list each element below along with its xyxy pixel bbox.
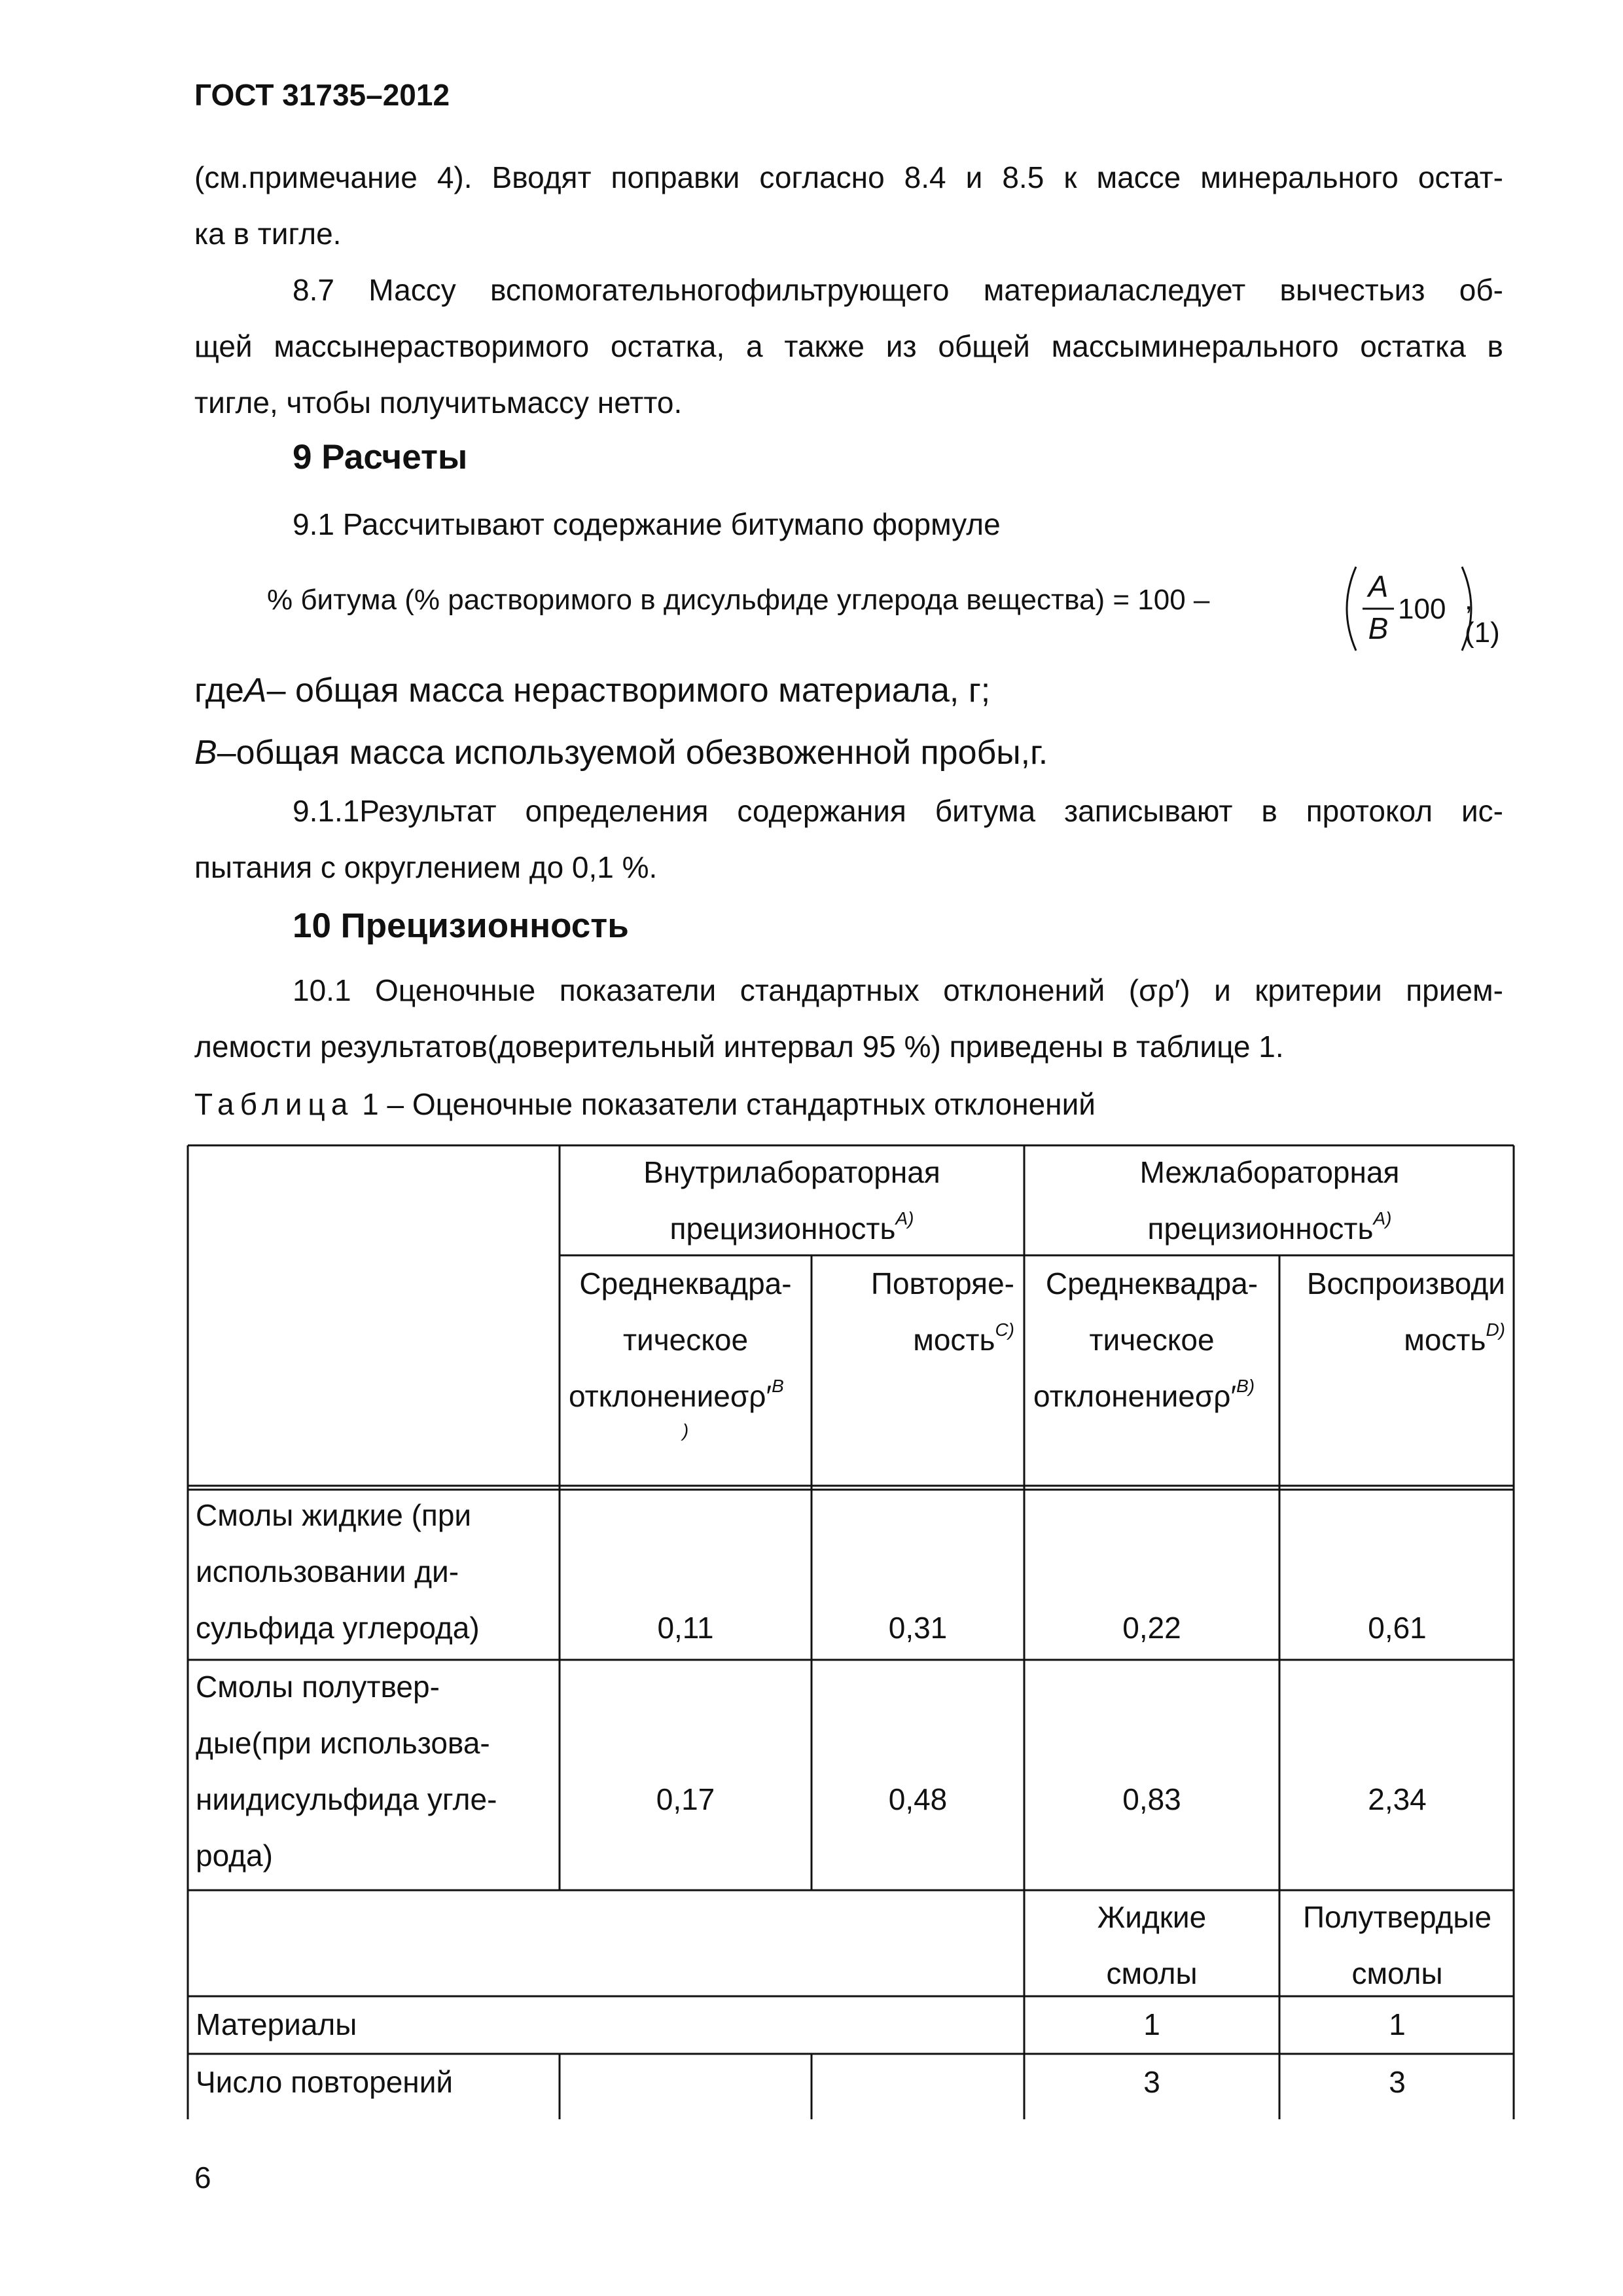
subheader-std-dev-intralab: Среднеквадра- тическое отклонениеσρ′$^B$ ) — [569, 1266, 792, 1441]
precision-table — [187, 1144, 1515, 2119]
paragraph-line: ка в тигле. — [194, 217, 342, 251]
where-a: гдеA– общая масса нерастворимого материала, г; — [194, 672, 991, 709]
row-label-liquid-resins: Смолы жидкие (при использовании ди- сульфида углерода) — [196, 1498, 480, 1645]
table-cell: 0,22 — [1122, 1611, 1181, 1645]
paragraph-8-7-line: тигле, чтобы получитьмассу нетто. — [194, 386, 683, 420]
paragraph-9-1-1-line: пытания с округлением до 0,1 %. — [194, 850, 658, 884]
paragraph-10-1-line: 10.1 Оценочные показатели стандартных отклонений (σρ′) и критерии прием- — [293, 973, 1503, 1007]
group-header-intralab: Внутрилабораторная прецизионность$^{A)}$ — [643, 1155, 940, 1246]
subheader-reproducibility: Воспроизводи мость$^{D)}$ — [1306, 1266, 1505, 1357]
table-cell: 0,48 — [888, 1782, 948, 1816]
table-cell: 2,34 — [1368, 1782, 1427, 1816]
group-header-interlab: Межлабораторная прецизионность$^{A)}$ — [1139, 1155, 1400, 1246]
formula-text: % битума (% растворимого в дисульфиде углерода вещества) = 100 – — [267, 584, 1210, 616]
table-cell: 0,61 — [1368, 1611, 1427, 1645]
header-semisolid-resins: Полутвердые смолы — [1302, 1900, 1492, 1990]
formula-multiplier: 100 — [1398, 593, 1446, 625]
table-cell: 1 — [1389, 2007, 1406, 2041]
formula-1 — [267, 556, 1510, 661]
table-cell: 1 — [1143, 2007, 1160, 2041]
subheader-repeatability: Повторяе- мость$^{C)}$ — [870, 1266, 1014, 1357]
row-label-repeats: Число повторений — [196, 2065, 454, 2099]
table-caption: Таблица 1 – Оценочные показатели стандартных отклонений — [194, 1087, 1096, 1121]
paragraph-8-7-line: щей массынерастворимого остатка, а также из общей массыминерального остатка в — [194, 329, 1503, 363]
section-heading-10: 10 Прецизионность — [293, 906, 629, 945]
where-b: B–общая масса используемой обезвоженной пробы,г. — [194, 734, 1048, 772]
document-header: ГОСТ 31735–2012 — [194, 78, 450, 112]
table-cell: 3 — [1389, 2065, 1406, 2099]
page-number: 6 — [194, 2161, 211, 2195]
paragraph-8-7-line: 8.7 Массу вспомогательногофильтрующего материаласледует вычестьиз об- — [293, 273, 1503, 307]
table-cell: 0,11 — [657, 1611, 714, 1645]
formula-numerator: A — [1368, 569, 1389, 603]
paragraph-9-1: 9.1 Рассчитывают содержание битумапо формуле — [293, 507, 1001, 541]
table-cell: 0,17 — [656, 1782, 715, 1816]
paragraph-10-1-line: лемости результатов(доверительный интервал 95 %) приведены в таблице 1. — [194, 1030, 1284, 1064]
table-cell: 0,83 — [1122, 1782, 1181, 1816]
subheader-std-dev-interlab: Среднеквадра- тическое отклонениеσρ′$^{B)}$ — [1033, 1266, 1258, 1413]
row-label-materials: Материалы — [196, 2007, 357, 2041]
formula-number: , (1) — [1465, 584, 1500, 649]
section-heading-9: 9 Расчеты — [293, 438, 468, 476]
formula-denominator: B — [1368, 611, 1389, 645]
table-cell: 0,31 — [888, 1611, 948, 1645]
row-label-semisolid-resins: Смолы полутвер- дые(при использова- ниидисульфида угле- рода) — [196, 1670, 497, 1873]
header-liquid-resins: Жидкие смолы — [1097, 1900, 1207, 1990]
table-cell: 3 — [1143, 2065, 1160, 2099]
paragraph-9-1-1-line: 9.1.1Результат определения содержания битума записывают в протокол ис- — [293, 794, 1503, 828]
paragraph-line: (см.примечание 4). Вводят поправки согласно 8.4 и 8.5 к массе минерального остат- — [194, 160, 1503, 194]
